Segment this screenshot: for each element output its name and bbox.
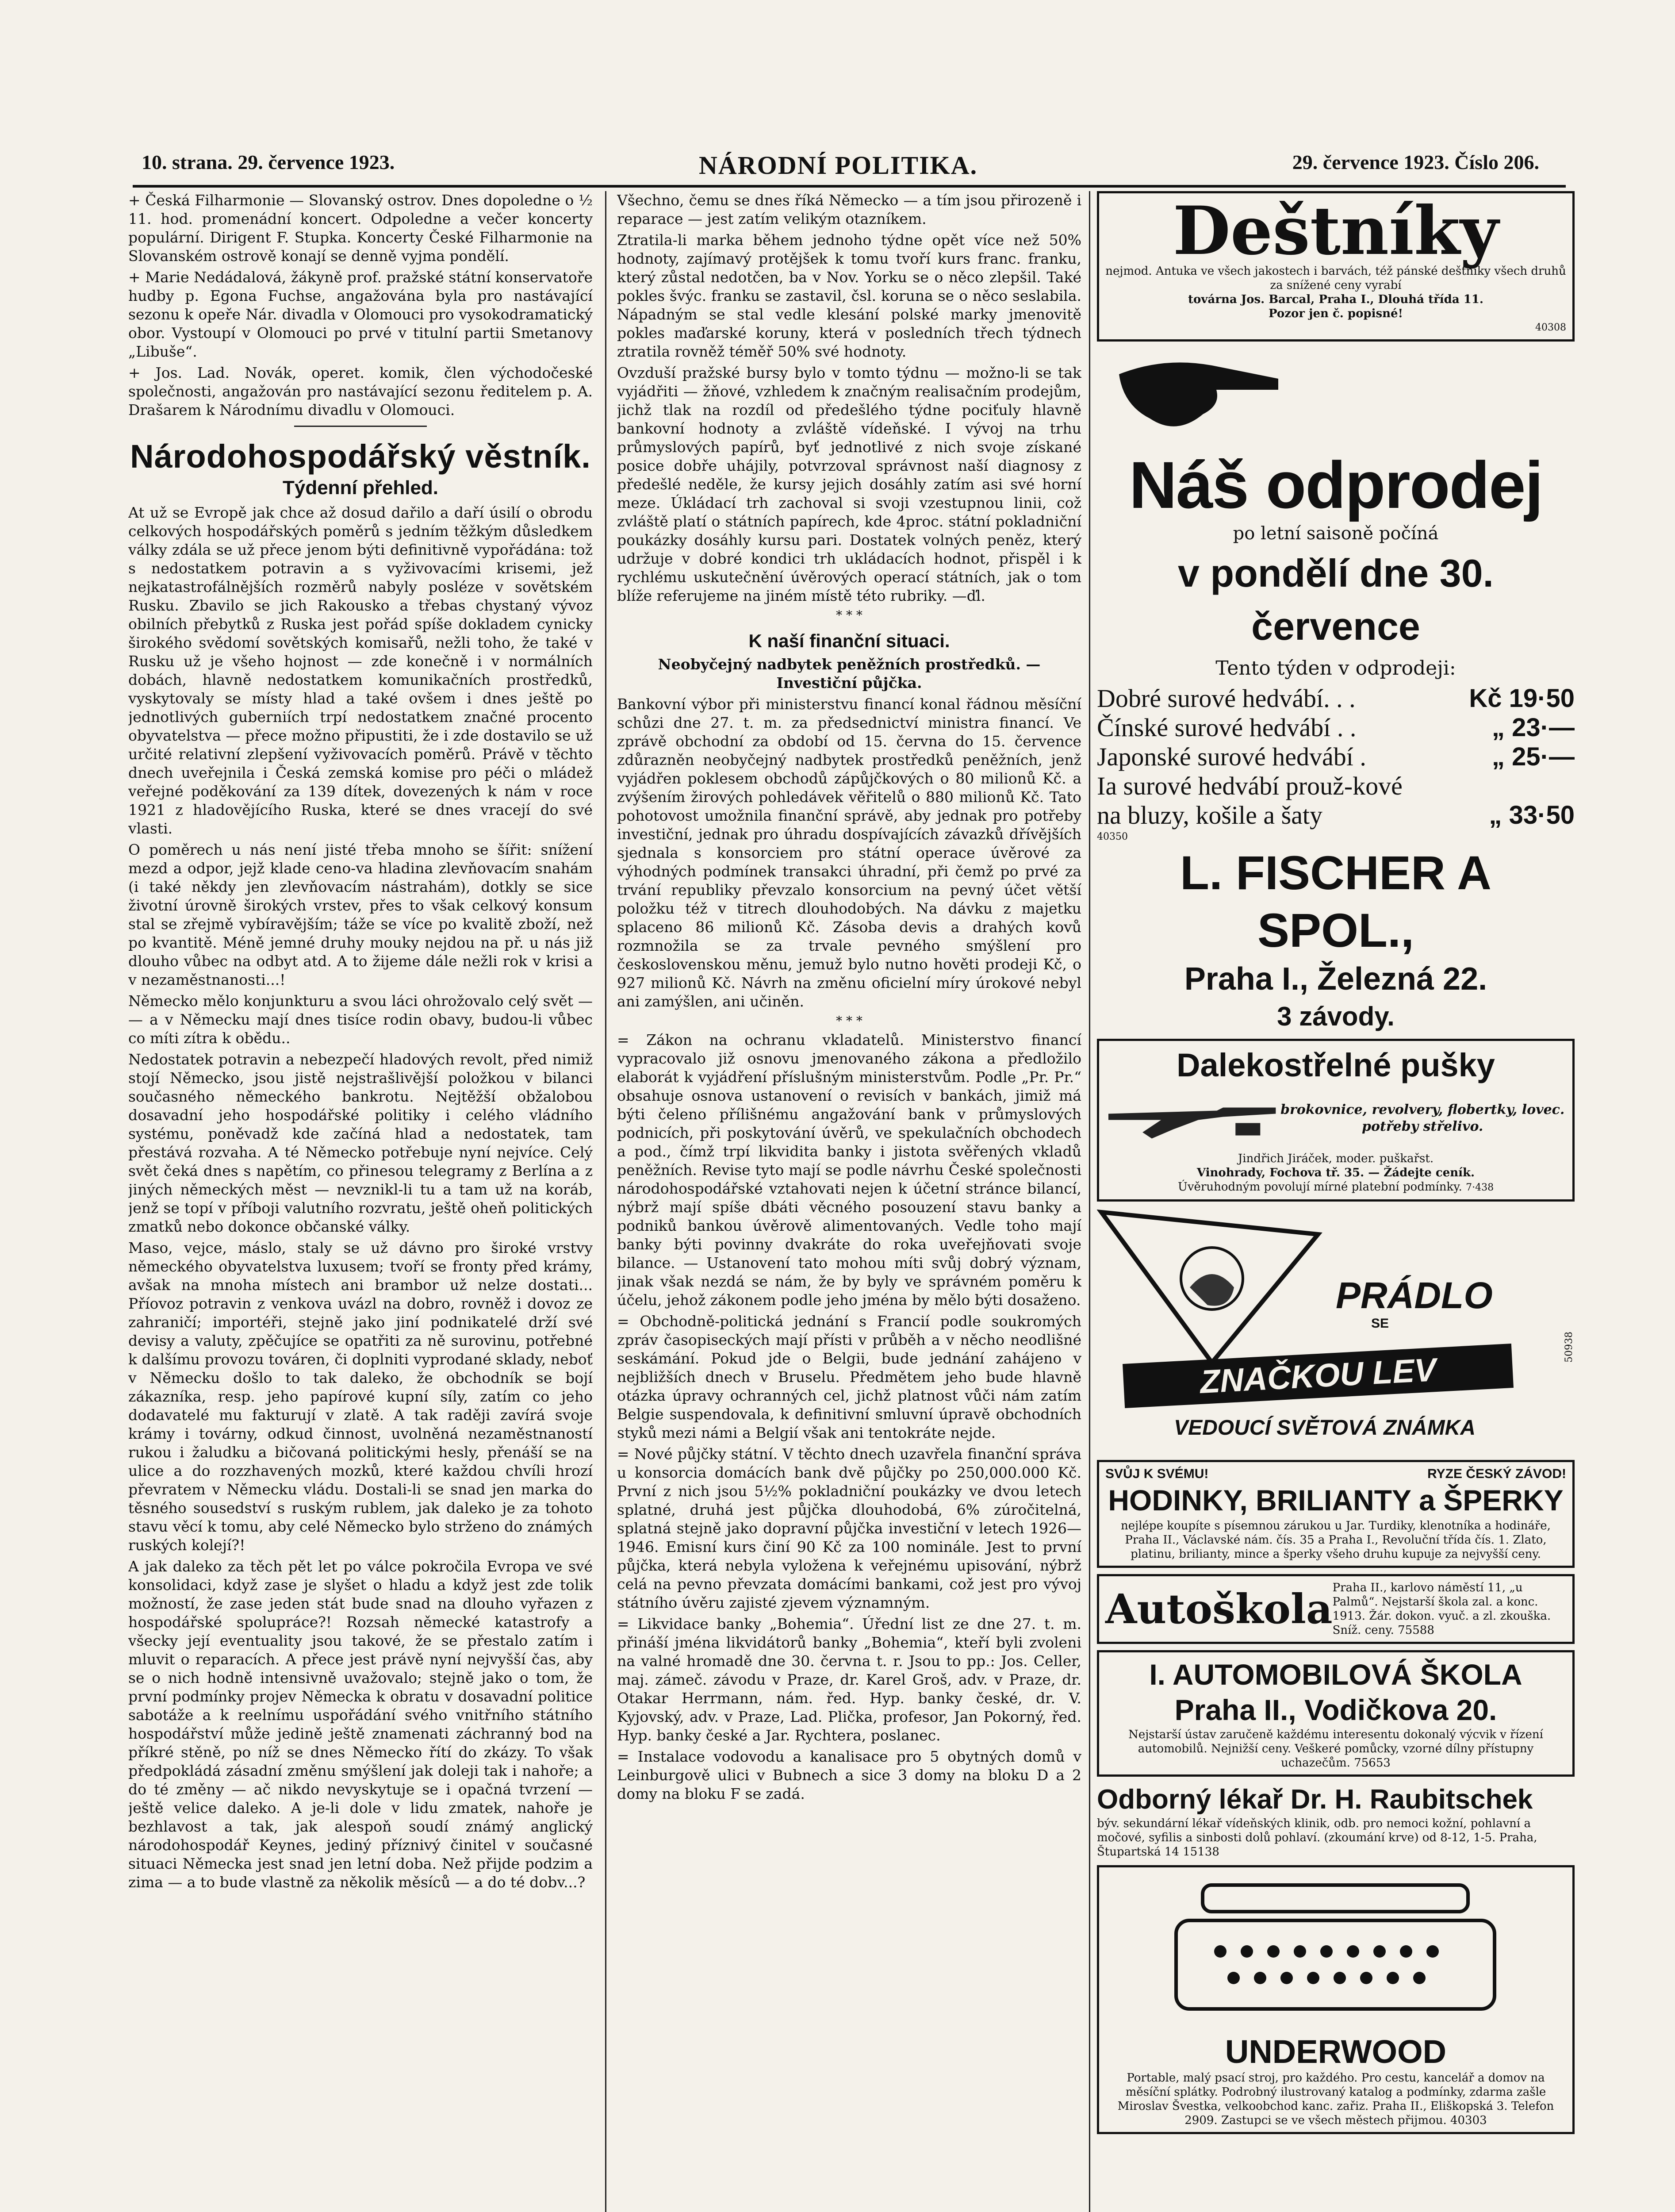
ad-automobilova-address: Praha II., Vodičkova 20.	[1174, 1694, 1497, 1726]
ad-text: býv. sekundární lékař vídeňských klinik, odb. pro nemoci kožní, pohlavní a močové, syfilis a sinbosti dolů pohlaví. (zkoumání krve) od 8-12, 1-5. Praha, Štupartská 14 15138	[1097, 1817, 1537, 1859]
ad-text: Praha II., karlovo náměstí 11, „u Palmů“. Nejstarší škola zal. a konc. 1913. Žár. dokon. vyuč. a zl. zkouška. Sníž. ceny. 75588	[1332, 1581, 1551, 1637]
section-subheading: Neobyčejný nadbytek peněžních prostředků. — Investiční půjčka.	[658, 656, 1041, 691]
ad-pusky-body	[1105, 1085, 1566, 1152]
ad-ref: 50938	[1564, 1332, 1575, 1363]
ad-destniky-title: Deštníky	[1173, 192, 1499, 270]
separator-stars: * * *	[836, 1014, 862, 1028]
ad-hodinky	[1097, 1460, 1575, 1568]
news-item: + Jos. Lad. Novák, operet. komik, člen východočeské společnosti, angažován pro nastávající sezonu ředitelem p. A. Drašarem k Národnímu divadlu v Olomouci.	[128, 364, 593, 419]
news-item: + Česká Filharmonie — Slovanský ostrov. Dnes dopoledne o ½ 11. hod. promenádní koncert. Odpoledne a večer koncerty populární. Dirigent F. Stupka. Koncerty České Filharmonie na Slovanském ostrově konají se denně vyjma pondělí.	[128, 192, 593, 265]
ad-pradlo-slogan: VEDOUCÍ SVĚTOVÁ ZNÁMKA	[1174, 1416, 1476, 1440]
ad-pradlo-top: PRÁDLO	[1336, 1275, 1493, 1316]
ad-hodinky-top	[1105, 1467, 1566, 1482]
news-item: + Marie Nedádalová, žákyně prof. pražské státní konservatoře hudby p. Egona Fuchse, angažována byla pro nastávající sezonu k opeře Nár. divadla v Olomouci pro vysokodramatický obor. Vystoupí v Olomouci po prvé v titulní partii Smetanovy „Libuše“.	[128, 269, 593, 360]
ad-text: nejmod. Antuka ve všech jakostech i barvách, též pánské deštníky všech druhů za snížené ceny vyrabí	[1105, 265, 1566, 292]
column-separator	[605, 191, 606, 2212]
ad-text: brokovnice, revolvery, flobertky, lovec. potřeby střelivo.	[1280, 1102, 1565, 1134]
ad-text: nejlépe koupíte s písemnou zárukou u Jar. Turdiky, klenotníka a hodináře, Praha II., Václavské nám. čís. 35 a Praha I., Revoluční třída čís. 1. Zlato, platinu, brilianty, mince a šperky všeho druhu kupuje za nejvyšší ceny.	[1121, 1519, 1551, 1561]
ad-note: Úvěruhodným povolují mírné platební podmínky.	[1177, 1180, 1462, 1194]
ad-text: Vinohrady, Fochova tř. 35. — Žádejte ceník.	[1196, 1166, 1475, 1179]
article-paragraph: A jak daleko za těch pět let po válce pokročila Evropa ve své konsolidaci, když zase je slyšet o hladu a když jest zde tolik možností, že zase jeden stát bude snad na dlouho vyřazen z hospodářské spolupráce?! Rozsah německé katastrofy a všecky její eventuality jsou takové, že se přestalo zatím i mluvit o reparacích. A přece jest právě nyní nejvyšší čas, aby se o nich hodně intensivně uvažovalo; stejně jako o tom, že první podmínky projev Německa k obratu v dosavadní politice sabotáže a k reelnímu uspořádání svého vnitřního státního hospodářství může jedině ještě znamenati záchranný bod na příkré stěně, po níž se dnes Německo řítí do zkázy. To však předpokládá zásadní změnu smýšlení jak doleji tak i nahoře; a do té změny — ač nikdo nevyskytuje se i opačná tvrzení — ještě velice daleko. A je-li dole v lidu zmatek, nahoře je bezhlavost a tak, jak alespoň soudí známý anglický národohospodář Keynes, jediný příznivý činitel v současné situaci Německa jest snad jen letní doba. Než přijde podzim a zima — a to bude vlastně za několik měsíců — a do té dobv...?	[128, 1558, 593, 1891]
article-paragraph: = Instalace vodovodu a kanalisace pro 5 obytných domů v Leinburgově ulici v Bubnech a sice 3 domy na bloku D a 2 domy na bloku F se zadá.	[617, 1748, 1081, 1802]
typewriter-icon	[1105, 1872, 1565, 2031]
ad-pradlo	[1097, 1208, 1575, 1460]
newspaper-title: NÁRODNÍ POLITIKA.	[699, 151, 978, 180]
article-paragraph: Ovzduší pražské bursy bylo v tomto týdnu — možno-li se tak vyjádřiti — žňové, vzhledem k značným realisačním prodejům, jichž tlak na rozdíl od předešlého týdne pociťuly hlavně bankovní hodnoty a zvláště vídeňské. I vývoj na trhu průmyslových papírů, byť jednotlivé z nich svoje získané posice dobře uhájily, potvrzoval správnost naší diagnosy z předešlé neděle, že kursy jejich dosáhly zatím asi své horní meze. Úkládací trh zachoval si svoji vzestupnou linii, což zvláště platí o státních papírech, kde 4proc. státní pokladniční poukázky dosáhly kursu pari. Dostatek volných peněz, který udržuje v dobré kondici trh ukládacích hodnot, přispěl i k rychlému uskutečnění úvěrových operací státních, jak o tom blíže referujeme na jiném místě této rubriky. —ďl.	[617, 364, 1081, 604]
price-row	[1097, 684, 1575, 713]
price-label: Dobré surové hedvábí. . .	[1097, 684, 1356, 713]
ad-fischer-firm: L. FISCHER A SPOL.,	[1180, 846, 1491, 957]
ad-automobilova-title: I. AUTOMOBILOVÁ ŠKOLA	[1149, 1658, 1522, 1691]
ad-text: Pozor jen č. popisné!	[1269, 307, 1403, 320]
article-paragraph: = Likvidace banky „Bohemia“. Úřední list ze dne 27. t. m. přináší jména likvidátorů banky „Bohemia“, kteří byli zvoleni na valné hromadě dne 30. června t. r. Jsou to pp.: Jos. Celler, maj. zámeč. závodu v Praze, dr. Karel Groš, adv. v Praze, dr. Otakar Herrmann, nám. řed. Hyp. banky české, dr. V. Kyjovský, adv. v Praze, Lad. Plička, profesor, Jan Pokorný, řed. Hyp. banky české a Jar. Rychtera, poslanec.	[617, 1615, 1081, 1744]
price-row	[1097, 772, 1575, 830]
ad-ref: 40350	[1097, 831, 1128, 842]
rifle-icon	[1105, 1085, 1279, 1152]
price-value: „ 25·—	[1492, 742, 1575, 771]
ad-autoskola-title: Autoškola	[1105, 1585, 1333, 1633]
page-header	[142, 150, 1539, 181]
article-paragraph: = Obchodně-politická jednání s Francií podle soukromých zpráv časopiseckých mají přísti v průběh a v něcho neodlišné seskámání. Pokud jde o Belgii, bude jednání zahájeno v nejbližších dnech v Bruselu. Předmětem jeho bude hlavně otázka úpravy ochranných cel, jichž platnost vůči nám zatím Belgie suspendovala, k definitivní smluvní úpravě obchodních styků mezi námi a Belgií však ani tentokráte nejde.	[617, 1313, 1081, 1441]
culture-news	[128, 191, 593, 419]
section-heading: K naší finanční situaci.	[748, 630, 950, 651]
article-paragraph: Bankovní výbor při ministerstvu financí konal řádnou měsíční schůzi dne 27. t. m. za předsednictví ministra financí. Ve zprávě obchodní za období od 15. června do 15. července zdůrazněn neobyčejný nadbytek prostředků peněžních, jenž vyjádřen poklesem obchodů zápůjčkových o 80 milionů Kč. a zvýšením žirových pohledávek věřitelů o 880 milionů Kč. Tato pohotovost umožnila finanční správě, aby jednak pro potřeby investiční, jednak pro úhradu dospívajících závazků dřívějších sjednala s konsorciem pro státní operace úvěrové za výhodných podmínek transakci úhradní, při čemž po prvé za trvání republiky převzalo konsorcium na pevný účet větší položku též v titrech dlouhodobých. Na dávku z majetku splaceno 86 milionů Kč. Zásoba devis a drahých kovů rozmnožila se za trvale pevného smýšlení pro československou měnu, jemuž bylo nutno hověti prodeji Kč, o 927 milionů Kč. Návrh na změnu oficielní míry úrokové nebyl ani zamýšlen, ani učiněn.	[617, 695, 1081, 1010]
ad-pradlo-brand: ZNAČKOU LEV	[1123, 1344, 1514, 1408]
lion-logo-icon	[1097, 1208, 1327, 1367]
price-value: „ 23·—	[1492, 713, 1575, 742]
ad-autoskola	[1097, 1574, 1575, 1644]
ad-text: SVŮJ K SVÉMU!	[1105, 1467, 1209, 1481]
ad-ref: 40308	[1535, 322, 1566, 333]
price-label: Japonské surové hedvábí .	[1097, 742, 1366, 771]
price-value: Kč 19·50	[1469, 684, 1575, 713]
ad-text: Jindřich Jiráček, moder. puškařst.	[1238, 1152, 1434, 1165]
price-row	[1097, 742, 1575, 772]
pointing-hand-icon	[1097, 348, 1575, 449]
ad-pradlo-se: SE	[1371, 1316, 1389, 1331]
ad-text	[1105, 1180, 1566, 1195]
ad-destniky	[1097, 191, 1575, 342]
ad-underwood	[1097, 1865, 1575, 2134]
separator-stars: * * *	[836, 608, 862, 622]
ad-ref: 7·438	[1466, 1182, 1494, 1193]
ad-pusky-title: Dalekostřelné pušky	[1177, 1047, 1495, 1083]
price-label: Čínské surové hedvábí . .	[1097, 713, 1357, 742]
price-row	[1097, 713, 1575, 742]
section-subtitle: Týdenní přehled.	[282, 477, 439, 499]
price-label: Ia surové hedvábí prouž-kové na bluzy, košile a šaty	[1097, 772, 1403, 830]
ad-fischer-address: Praha I., Železná 22.	[1184, 961, 1487, 997]
column-separator	[1089, 191, 1090, 2212]
ad-fischer-shops: 3 závody.	[1277, 1002, 1395, 1031]
section-title: Národohospodářský věstník.	[130, 438, 591, 475]
header-right: 29. července 1923. Číslo 206.	[1292, 151, 1539, 173]
price-value: „ 33·50	[1489, 801, 1575, 830]
ad-fischer	[1097, 348, 1575, 1034]
ad-text: Tento týden v odprodeji:	[1215, 657, 1456, 680]
article-paragraph: Maso, vejce, máslo, staly se už dávno pro široké vrstvy německého obyvatelstva luxusem; tvoří se fronty před krámy, avšak na mnoha místech ani brambor už nelze dostati... Příovoz potravin z venkova uvázl na dobro, rovněž i dovoz ze zahraničí; importéři, stejně jako jiní podnikatelé drží své devisy a valuty, zpěčujíce se opatřiti za ně surovinu, potřebné k dalšímu provozu továren, či doplniti vyprodané sklady, neboť v Německu došlo to tak daleko, že obchodník se bojí zákazníka, resp. jeho papírové kupní síly, zatím co jeho dodavatelé mu fakturují v zlatě. A tak raději zavírá svoje krámy i továrny, odkud činnost, uvolněná nezaměstnaností rukou i žaludku a bičovaná politickými hesly, přenáší se na ulice a do rozzhavených mozků, které každou chvíli hrozí převratem v Německu vládu. Dostali-li se snad jen marka do těsného sousedství s ruským rublem, jak daleko je za tohoto stavu věcí k tomu, aby celé Německo bylo strženo do známých ruských kolejí?!	[128, 1239, 593, 1554]
header-rule	[133, 185, 1566, 188]
ad-underwood-title: UNDERWOOD	[1225, 2033, 1447, 2070]
ad-lekar-title: Odborný lékař Dr. H. Raubitschek	[1097, 1784, 1533, 1815]
ad-fischer-title: Náš odprodej	[1129, 448, 1543, 522]
article-paragraph: = Zákon na ochranu vkladatelů. Ministerstvo financí vypracovalo již osnovu jmenovaného zákona a předložilo elaborát k vyjádření příslušným ministerstvům. Podle „Pr. Pr.“ obsahuje osnova ustanovení o revisích v bankách, jimiž má býti čeleno přílišnému angažování bank v průmyslových podnicích, při poskytování úvěrů, ve spekulačních obchodech a pod., čímž trpí likvidita banky i jistota svěřených vkladů peněžních. Revise tyto mají se podle návrhu České společnosti národohospodářské vztahovati nejen k účetní stránce bilancí, nýbrž mají spíše dbáti věcného posouzení stavu banky a podniků bankou úvěrově alimentovaných. Vedle toho mají banky býti povinny dvakráte do roka uveřejňovati svoje bilance. — Ustanovení tato mohou míti svůj dobrý význam, jinak však nezdá se nám, že by byly ve správném poměru k účelu, jehož zákonem podle jeho jména by mělo býti dosaženo.	[617, 1031, 1081, 1309]
article-paragraph: O poměrech u nás není jisté třeba mnoho se šířit: snížení mezd a odpor, jejž klade ceno-va hladina zlevňovacím snahám (i také někdy jen zlevňovacím nástrahám), dotkly se sice životní úrovně širokých vrstev, přes to však celkový konsum stal se zřejmě vybíravějším; táže se více po kvalitě zboží, než po kvantitě. Méně jemné druhy mouky nejdou na př. u nás již dlouho vůbec na odbyt atd. A to žijeme dále nežli rok v krisi a v nezaměstnanosti...!	[128, 841, 593, 988]
header-left: 10. strana. 29. července 1923.	[142, 151, 395, 173]
divider	[294, 426, 427, 427]
article-paragraph: Německo mělo konjunkturu a svou láci ohrožovalo celý svět — — a v Německu mají dnes tisíce rodin obavy, budou-li vůbec co míti zítra k obědu..	[128, 992, 593, 1047]
ad-fischer-date: v pondělí dne 30. července	[1178, 551, 1494, 648]
ad-automobilova-skola	[1097, 1650, 1575, 1777]
column-1	[128, 191, 593, 2212]
column-2	[617, 191, 1081, 2212]
article-paragraph: Ztratila-li marka během jednoho týdne opět více než 50% hodnoty, zajímavý protějšek k tomu tvoří kurs franc. franku, který zůstal nedotčen, ba v Nov. Yorku se o něco zlepšil. Také pokles švýc. franku se zastavil, čsl. koruna se o něco seslabila. Nápadným se stal vedle klesání polské marky jmenovitě pokles maďarské koruny, která v posledních třech týdnech ztratila rovněž téměř 50% své hodnoty.	[617, 231, 1081, 360]
ad-lekar	[1097, 1783, 1575, 1859]
article-paragraph: = Nové půjčky státní. V těchto dnech uzavřela finanční správa u konsorcia domácích bank dvě půjčky po 250,000.000 Kč. První z nich jsou 5½% pokladniční poukázky ve dvou letech splatné, druhá jest půjčka dlouhodobá, 6% zúročitelná, splatná stejně jako dopravní půjčka investiční v letech 1926—1946. Emisní kurs činí 90 Kč za 100 nominále. Jest to první půjčka, která nebyla vyložena k veřejnému upisování, nýbrž celá na pevno převzata domácími bankami, což jest pro vývoj státního úvěru zajisté zjevem významným.	[617, 1445, 1081, 1611]
article-paragraph: At už se Evropě jak chce až dosud dařilo a daří úsilí o obrodu celkových hospodářských poměrů s jedním těžkým důsledkem války zdála se už přece jenom býti definitivně vypořádána: tož s nedostatkem potravin a s vyživovacími krisemi, jež nejkatastrofálnějších rozměrů nabyly posléze v sovětském Rusku. Zbavilo se jich Rakousko a třebas chystaný vývoz obilních přebytků z Ruska jest pořád spíše dokladem cynicky širokého svědomí sovětských komisařů, nežli toho, že také v Rusku už je všeho hojnost — zde konečně i v normálních dobách, hlavně nedostatkem komunikačních prostředků, vyskytovaly se místy hlad a také ovšem i dnes ještě po jednotlivých guberniích trpí nedostatkem značné procento obyvatelstva — přece možno připustiti, že i zde dostavilo se už určité relativní zlepšení vyživovacích poměrů. Právě v těchto dnech uveřejnila i Česká zemská komise pro péči o mládež veřejné poděkování za 139 dítek, dovezených k nám v roce 1921 z hladovějícího Ruska, které se dnes vracejí do své vlasti.	[128, 504, 593, 837]
ad-text: Portable, malý psací stroj, pro každého. Pro cestu, kancelář a domov na měsíční splátky. Podrobný ilustrovaný katalog a podmínky, zdarma zašle Miroslav Švestka, velkoobchod kanc. zařiz. Praha II., Eliškopská 3. Telefon 2909. Zastupci se ve všech městech přijmou. 40303	[1117, 2071, 1554, 2127]
advertisement-column	[1097, 191, 1575, 2212]
ad-text: po letní saisoně počíná	[1233, 523, 1439, 544]
ad-pusky	[1097, 1039, 1575, 1202]
ad-text: RYZE ČESKÝ ZÁVOD!	[1427, 1467, 1566, 1481]
ad-text: Nejstarší ústav zaručeně každému interesentu dokonalý výcvik v řízení automobilů. Nejnižší ceny. Veškeré pomůcky, vzorné dílny přístupny uchazečům. 75653	[1128, 1728, 1543, 1770]
article-paragraph: Všechno, čemu se dnes říká Německo — a tím jsou přirozeně i reparace — jest zatím velikým otazníkem.	[617, 192, 1081, 227]
ad-text: továrna Jos. Barcal, Praha I., Dlouhá třída 11.	[1188, 293, 1483, 306]
ad-hodinky-title: HODINKY, BRILIANTY a ŠPERKY	[1108, 1484, 1564, 1517]
article-paragraph: Nedostatek potravin a nebezpečí hladových revolt, před nimiž stojí Německo, jsou jistě nejstrašlivější položkou v bilanci současného německého bankrotu. Nejtěžší obžalobou dosavadní jeho hospodářské politiky i celého vládního systému, poněvadž kde začíná hlad a nedostatek, tam přestává rozvaha. A té Německo potřebuje nyní nejvíce. Celý svět čeká dnes s napětím, co přinesou telegramy z Berlína a z jiných německých měst — nevznikl-li tu a tam už na koráb, jenž se topí v příboji valutního rozvratu, ještě oheň politických zmatků nebo dokonce občanské války.	[128, 1051, 593, 1235]
